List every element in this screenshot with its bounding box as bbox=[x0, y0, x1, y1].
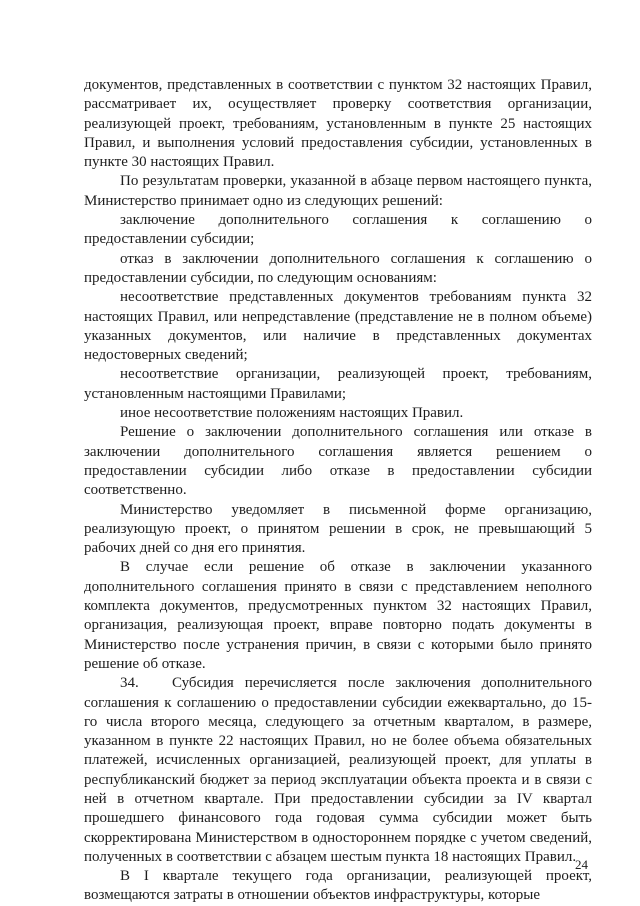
page-number: 24 bbox=[575, 857, 588, 872]
paragraph-10: В случае если решение об отказе в заключении указанного дополнительного соглашения принято в связи с представлением неполного комплекта документов, предусмотренных пунктом 32 настоящих Правил, организация, реализующая проект, вправе повторно подать документы в Министерство после устранения причин, в связи с которыми было принято решение об отказе. bbox=[84, 559, 592, 672]
paragraph-3: заключение дополнительного соглашения к соглашению о предоставлении субсидии; bbox=[84, 212, 592, 248]
paragraph-7: иное несоответствие положениям настоящих Правил. bbox=[120, 405, 464, 422]
paragraph-8: Решение о заключении дополнительного соглашения или отказе в заключении дополнительного соглашения является решением о предоставлении субсидии либо отказе в предоставлении субсидии соответственно. bbox=[84, 424, 592, 499]
paragraph-2: По результатам проверки, указанной в абзаце первом настоящего пункта, Министерство принимает одно из следующих решений: bbox=[84, 173, 592, 209]
section-34-text: Субсидия перечисляется после заключения дополнительного соглашения к соглашению о предоставлении субсидии ежеквартально, до 15-го числа второго месяца, следующего за отчетным кварталом, в размере, указанном в пункте 22 настоящих Правил, но не более объема обязательных платежей, исчисленных организацией, реализующей проект, для уплаты в республиканский бюджет за период эксплуатации объекта проекта и в связи с ней в отчетном квартале. При предоставлении субсидии за IV квартал прошедшего финансового года годовая сумма субсидии может быть скорректирована Министерством в одностороннем порядке с учетом сведений, полученных в соответствии с абзацем шестым пункта 18 настоящих Правил. bbox=[84, 675, 592, 865]
paragraph-1: документов, представленных в соответствии с пунктом 32 настоящих Правил, рассматривает их, осуществляет проверку соответствия организации, реализующей проект, требованиям, установленным в пункте 25 настоящих Правил, и выполнения условий предоставления субсидии, установленных в пункте 30 настоящих Правил. bbox=[84, 77, 592, 171]
paragraph-6: несоответствие организации, реализующей проект, требованиям, установленным настоящими Правилами; bbox=[84, 366, 592, 402]
final-paragraph: В I квартале текущего года организации, реализующей проект, возмещаются затраты в отношении объектов инфраструктуры, которые bbox=[84, 868, 592, 904]
document-body bbox=[84, 76, 592, 906]
paragraph-4: отказ в заключении дополнительного соглашения к соглашению о предоставлении субсидии, по следующим основаниям: bbox=[84, 250, 592, 286]
paragraph-5: несоответствие представленных документов требованиям пункта 32 настоящих Правил, или непредставление (представление не в полном объеме) указанных документов, или наличие в представленных документах недостоверных сведений; bbox=[84, 289, 592, 364]
paragraph-9: Министерство уведомляет в письменной форме организацию, реализующую проект, о принятом решении в срок, не превышающий 5 рабочих дней со дня его принятия. bbox=[84, 501, 592, 557]
section-34 bbox=[84, 674, 592, 867]
section-34-number: 34. bbox=[120, 675, 139, 692]
